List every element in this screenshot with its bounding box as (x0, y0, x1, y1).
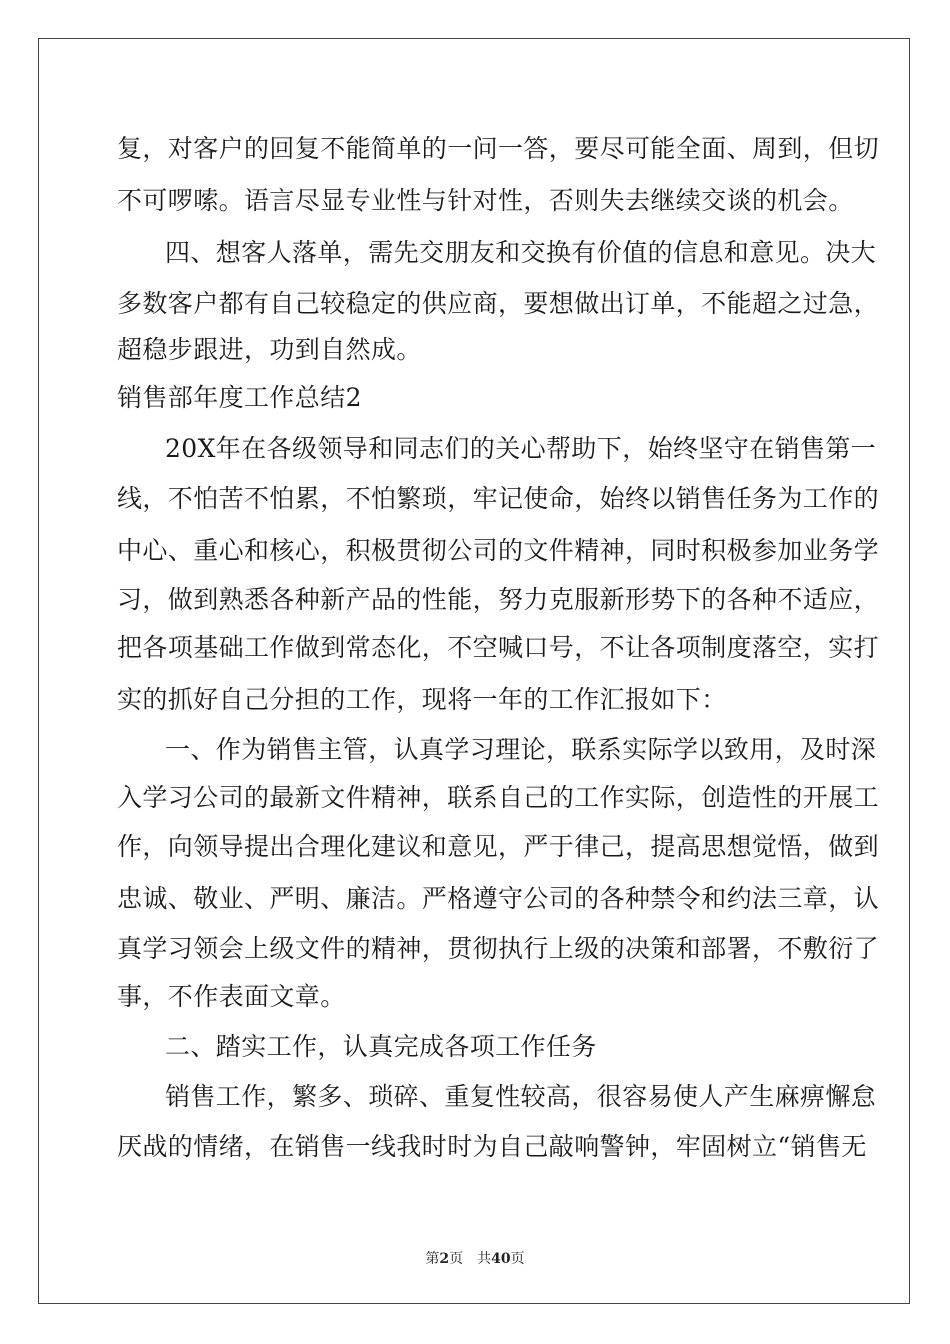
paragraph-line: 四、想客人落单，需先交朋友和交换有价值的信息和意见。决大 (165, 238, 877, 267)
section-heading: 销售部年度工作总结2 (117, 383, 362, 412)
paragraph-line: 真学习领会上级文件的精神，贯彻执行上级的决策和部署，不敷衍了 (117, 934, 880, 963)
paragraph-line: 习，做到熟悉各种新产品的性能，努力克服新形势下的各种不适应， (117, 585, 880, 614)
paragraph-line: 线，不怕苦不怕累，不怕繁琐，牢记使命，始终以销售任务为工作的 (117, 484, 880, 513)
paragraph-line: 入学习公司的最新文件精神，联系自己的工作实际，创造性的开展工 (117, 783, 880, 812)
paragraph-line: 不可啰嗦。语言尽显专业性与针对性，否则失去继续交谈的机会。 (117, 186, 854, 215)
paragraph-line: 一、作为销售主管，认真学习理论，联系实际学以致用，及时深 (165, 735, 877, 764)
page-border (38, 38, 910, 1304)
page-footer (0, 1250, 950, 1268)
paragraph-line: 厌战的情绪，在销售一线我时时为自己敲响警钟，牢固树立“销售无 (117, 1132, 867, 1161)
paragraph-line: 复，对客户的回复不能简单的一问一答，要尽可能全面、周到，但切 (117, 134, 880, 163)
paragraph-line: 超稳步跟进，功到自然成。 (117, 335, 422, 364)
paragraph-line: 把各项基础工作做到常态化，不空喊口号，不让各项制度落空，实打 (117, 633, 880, 662)
footer-page-number: 2 (439, 1251, 450, 1267)
footer-total-suffix: 页 (510, 1251, 525, 1267)
paragraph-line: 事，不作表面文章。 (117, 982, 346, 1011)
paragraph-line: 中心、重心和核心，积极贯彻公司的文件精神，同时积极参加业务学 (117, 536, 880, 565)
footer-page-suffix: 页 (449, 1251, 464, 1267)
paragraph-line: 二、踏实工作，认真完成各项工作任务 (165, 1032, 597, 1061)
paragraph-line: 作，向领导提出合理化建议和意见，严于律己，提高思想觉悟，做到 (117, 832, 880, 861)
paragraph-line: 20X年在各级领导和同志们的关心帮助下，始终坚守在销售第一 (165, 434, 877, 463)
footer-total-prefix: 共 (477, 1251, 492, 1267)
paragraph-line: 多数客户都有自己较稳定的供应商，要想做出订单，不能超之过急， (117, 289, 880, 318)
paragraph-line: 忠诚、敬业、严明、廉洁。严格遵守公司的各种禁令和约法三章，认 (117, 884, 880, 913)
paragraph-line: 实的抓好自己分担的工作，现将一年的工作汇报如下： (117, 685, 727, 714)
footer-page-prefix: 第 (425, 1251, 440, 1267)
paragraph-line: 销售工作，繁多、琐碎、重复性较高，很容易使人产生麻痹懈怠 (165, 1082, 877, 1111)
footer-total-pages: 40 (491, 1251, 511, 1267)
